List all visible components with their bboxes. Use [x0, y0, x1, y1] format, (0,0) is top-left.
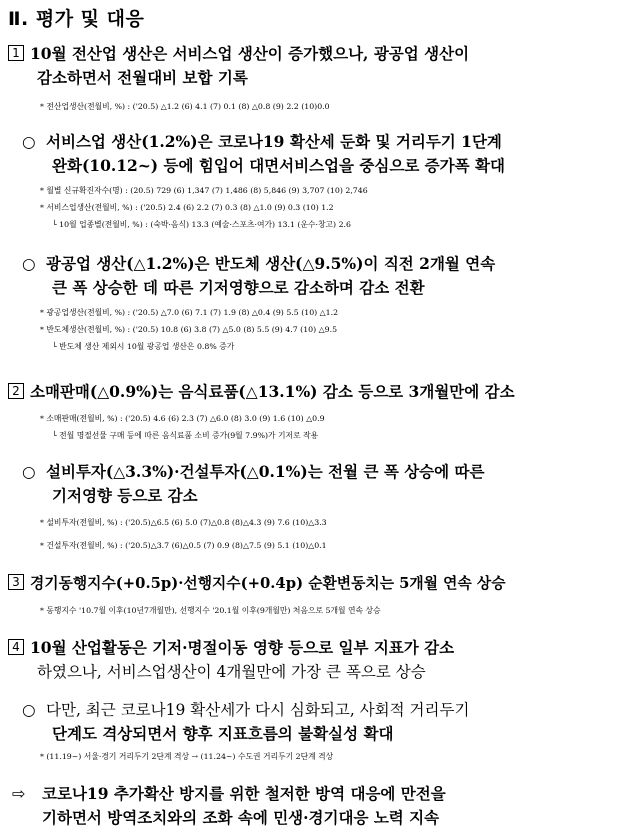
- section-2: [8, 380, 618, 404]
- section-number-box: 1: [8, 45, 24, 61]
- note-line: * 전산업생산(전월비, %) : ('20.5) △1.2 (6) 4.1 (7) 0.1 (8) △0.8 (9) 2.2 (10)0.0: [40, 102, 330, 111]
- section-1-bullet-services: [22, 130, 608, 178]
- bullet-line-2: 단계도 격상되면서 향후 지표흐름의 불확실성 확대: [52, 724, 394, 743]
- section-4: [8, 636, 618, 684]
- note-subline: └ 반도체 생산 제외시 10월 광공업 생산은 0.8% 증가: [52, 342, 235, 351]
- note-line: * 소매판매(전월비, %) : ('20.5) 4.6 (6) 2.3 (7) △6.0 (8) 3.0 (9) 1.6 (10) △0.9: [40, 414, 325, 423]
- section-title: Ⅱ. 평가 및 대응: [8, 8, 145, 30]
- bullet-line-2: 완화(10.12~) 등에 힘입어 대면서비스업을 중심으로 증가폭 확대: [52, 156, 505, 175]
- section-2-bullet-investment: [22, 460, 608, 508]
- note-line: * 광공업생산(전월비, %) : ('20.5) △7.0 (6) 7.1 (7) 1.9 (8) △0.4 (9) 5.5 (10) △1.2: [40, 308, 339, 317]
- section-1-notes: [40, 98, 620, 115]
- note-subline: └ 10월 업종별(전월비, %) : (숙박·음식) 13.3 (예술·스포츠·여가) 13.1 (운수·창고) 2.6: [52, 220, 351, 229]
- section-4-line-1: 10월 산업활동은 기저·명절이동 영향 등으로 일부 지표가 감소: [30, 638, 455, 657]
- note-line: * 서비스업생산(전월비, %) : ('20.5) 2.4 (6) 2.2 (7) 0.3 (8) △1.0 (9) 0.3 (10) 1.2: [40, 203, 334, 212]
- section-2-line-1: 소매판매(△0.9%)는 음식료품(△13.1%) 감소 등으로 3개월만에 감소: [30, 382, 515, 401]
- note-line: * (11.19~) 서울·경기 거리두기 2단계 격상 → (11.24~) 수도권 거리두기 2단계 격상: [40, 752, 334, 761]
- note-line: * 건설투자(전월비, %) : ('20.5)△3.7 (6)△0.5 (7) 0.9 (8)△7.5 (9) 5.1 (10)△0.1: [40, 541, 327, 550]
- policy-response: [12, 782, 616, 830]
- section-number-box: 4: [8, 639, 24, 655]
- note-line: * 월별 신규확진자수(명) : (20.5) 729 (6) 1,347 (7) 1,486 (8) 5,846 (9) 3,707 (10) 2,746: [40, 186, 368, 195]
- note-line: * 반도체생산(전월비, %) : ('20.5) 10.8 (6) 3.8 (7) △5.0 (8) 5.5 (9) 4.7 (10) △9.5: [40, 325, 338, 334]
- section-number-box: 3: [8, 574, 24, 590]
- response-line-2: 기하면서 방역조치와의 조화 속에 민생·경기대응 노력 지속: [42, 808, 440, 827]
- right-arrow-icon: ⇨: [12, 784, 26, 803]
- section-3-notes: [40, 602, 620, 619]
- circle-bullet-icon: ○: [22, 701, 36, 719]
- circle-bullet-icon: ○: [22, 463, 36, 481]
- bullet-line-2: 큰 폭 상승한 데 따른 기저영향으로 감소하며 감소 전환: [52, 278, 425, 297]
- section-1b-notes: [40, 304, 620, 355]
- section-1-bullet-mining: [22, 252, 608, 300]
- section-1-line-2: 감소하면서 전월대비 보합 기록: [37, 68, 248, 87]
- note-subline: └ 전월 명절선물 구매 등에 따른 음식료품 소비 증가(9월 7.9%)가 기저로 작용: [52, 431, 319, 440]
- section-2-notes: [40, 410, 620, 444]
- bullet-line-1: 서비스업 생산(1.2%)은 코로나19 확산세 둔화 및 거리두기 1단계: [46, 132, 502, 151]
- section-number-box: 2: [8, 383, 24, 399]
- section-2a-notes: [40, 514, 620, 554]
- bullet-line-1: 설비투자(△3.3%)·건설투자(△0.1%)는 전월 큰 폭 상승에 따른: [46, 462, 485, 481]
- section-3-line-1: 경기동행지수(+0.5p)·선행지수(+0.4p) 순환변동치는 5개월 연속 상승: [30, 575, 506, 592]
- section-3: [8, 572, 618, 596]
- section-4a-notes: [40, 748, 620, 765]
- note-line: * 동행지수 '10.7월 이후(10년7개월만), 선행지수 '20.1월 이후(9개월만) 처음으로 5개월 연속 상승: [40, 606, 381, 615]
- response-line-1: 코로나19 추가확산 방지를 위한 철저한 방역 대응에 만전을: [42, 784, 446, 803]
- circle-bullet-icon: ○: [22, 255, 36, 273]
- bullet-line-2: 기저영향 등으로 감소: [52, 486, 198, 505]
- section-4-bullet-outlook: [22, 698, 608, 746]
- section-1: [8, 42, 618, 90]
- note-line: * 설비투자(전월비, %) : ('20.5)△6.5 (6) 5.0 (7)△0.8 (8)△4.3 (9) 7.6 (10)△3.3: [40, 518, 327, 527]
- section-1-line-1: 10월 전산업 생산은 서비스업 생산이 증가했으나, 광공업 생산이: [30, 44, 470, 63]
- section-4-line-2: 하였으나, 서비스업생산이 4개월만에 가장 큰 폭으로 상승: [37, 663, 426, 681]
- bullet-line-1: 광공업 생산(△1.2%)은 반도체 생산(△9.5%)이 직전 2개월 연속: [46, 254, 496, 273]
- bullet-line-1: 다만, 최근 코로나19 확산세가 다시 심화되고, 사회적 거리두기: [46, 701, 470, 719]
- circle-bullet-icon: ○: [22, 133, 36, 151]
- section-1a-notes: [40, 182, 620, 233]
